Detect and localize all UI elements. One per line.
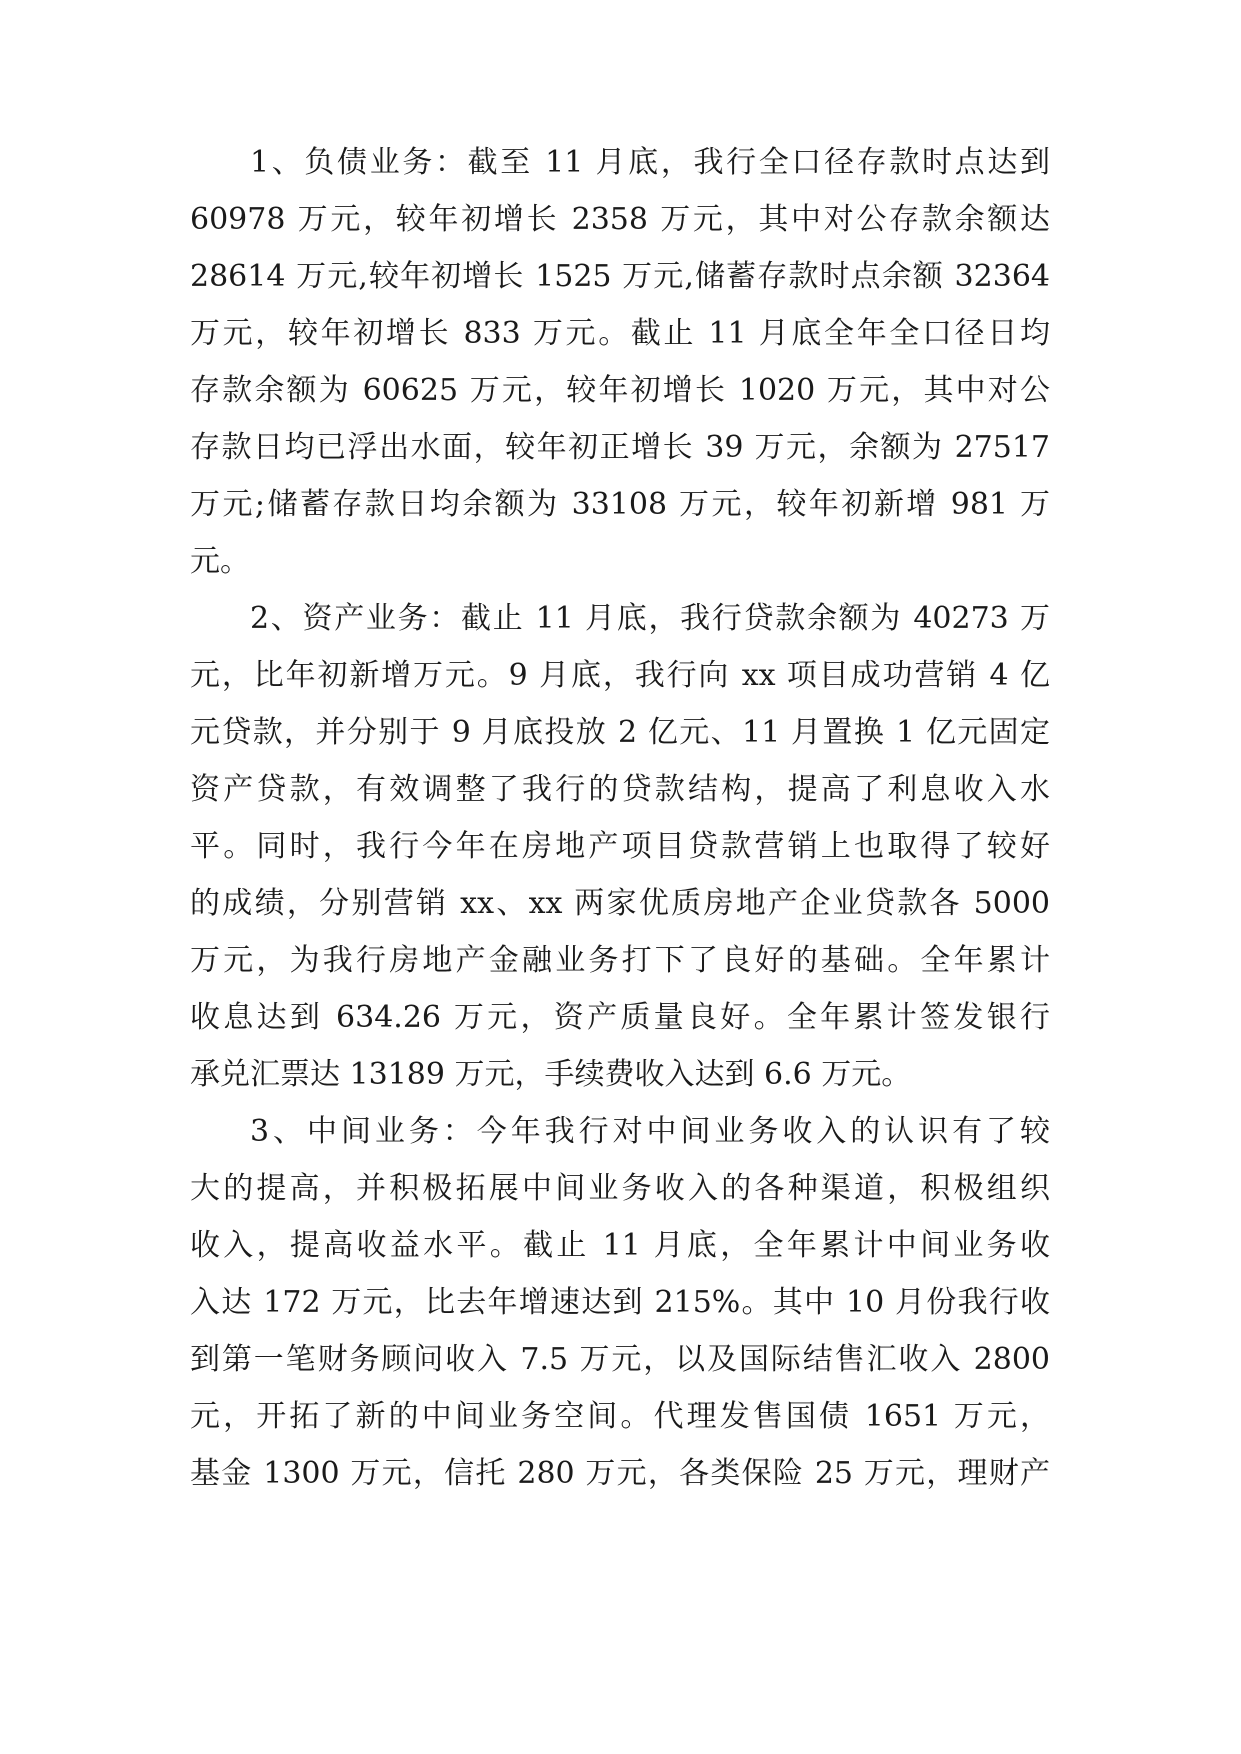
text-line: 60978 万元，较年初增长 2358 万元，其中对公存款余额达 [190,202,1050,237]
text-line: 元。 [190,544,250,579]
text-line: 入达 172 万元，比去年增速达到 215%。其中 10 月份我行收 [190,1285,1050,1320]
text-line: 平。同时，我行今年在房地产项目贷款营销上也取得了较好 [190,829,1050,864]
text-line: 基金 1300 万元，信托 280 万元，各类保险 25 万元，理财产 [190,1456,1050,1491]
text-line: 元贷款，并分别于 9 月底投放 2 亿元、11 月置换 1 亿元固定 [190,715,1050,750]
text-line: 收息达到 634.26 万元，资产质量良好。全年累计签发银行 [190,1000,1050,1035]
text-line: 到第一笔财务顾问收入 7.5 万元，以及国际结售汇收入 2800 [190,1342,1050,1377]
text-line: 存款余额为 60625 万元，较年初增长 1020 万元，其中对公 [190,373,1050,408]
text-line: 承兑汇票达 13189 万元，手续费收入达到 6.6 万元。 [190,1057,912,1092]
text-line: 1、负债业务：截至 11 月底，我行全口径存款时点达到 [250,145,1050,180]
text-line: 万元，较年初增长 833 万元。截止 11 月底全年全口径日均 [190,316,1050,351]
text-line: 的成绩，分别营销 xx、xx 两家优质房地产企业贷款各 5000 [190,886,1050,921]
text-line: 元，比年初新增万元。9 月底，我行向 xx 项目成功营销 4 亿 [190,658,1050,693]
text-line: 万元，为我行房地产金融业务打下了良好的基础。全年累计 [190,943,1050,978]
text-line: 2、资产业务：截止 11 月底，我行贷款余额为 40273 万 [250,601,1050,636]
text-line: 资产贷款，有效调整了我行的贷款结构，提高了利息收入水 [190,772,1050,807]
text-line: 大的提高，并积极拓展中间业务收入的各种渠道，积极组织 [190,1171,1050,1206]
text-line: 万元;储蓄存款日均余额为 33108 万元，较年初新增 981 万 [190,487,1050,522]
text-line: 元，开拓了新的中间业务空间。代理发售国债 1651 万元， [190,1399,1050,1434]
text-line: 3、中间业务：今年我行对中间业务收入的认识有了较 [250,1114,1050,1149]
document-page [190,0,1050,1754]
text-line: 收入，提高收益水平。截止 11 月底，全年累计中间业务收 [190,1228,1050,1263]
text-line: 存款日均已浮出水面，较年初正增长 39 万元，余额为 27517 [190,430,1050,465]
text-line: 28614 万元,较年初增长 1525 万元,储蓄存款时点余额 32364 [190,259,1050,294]
